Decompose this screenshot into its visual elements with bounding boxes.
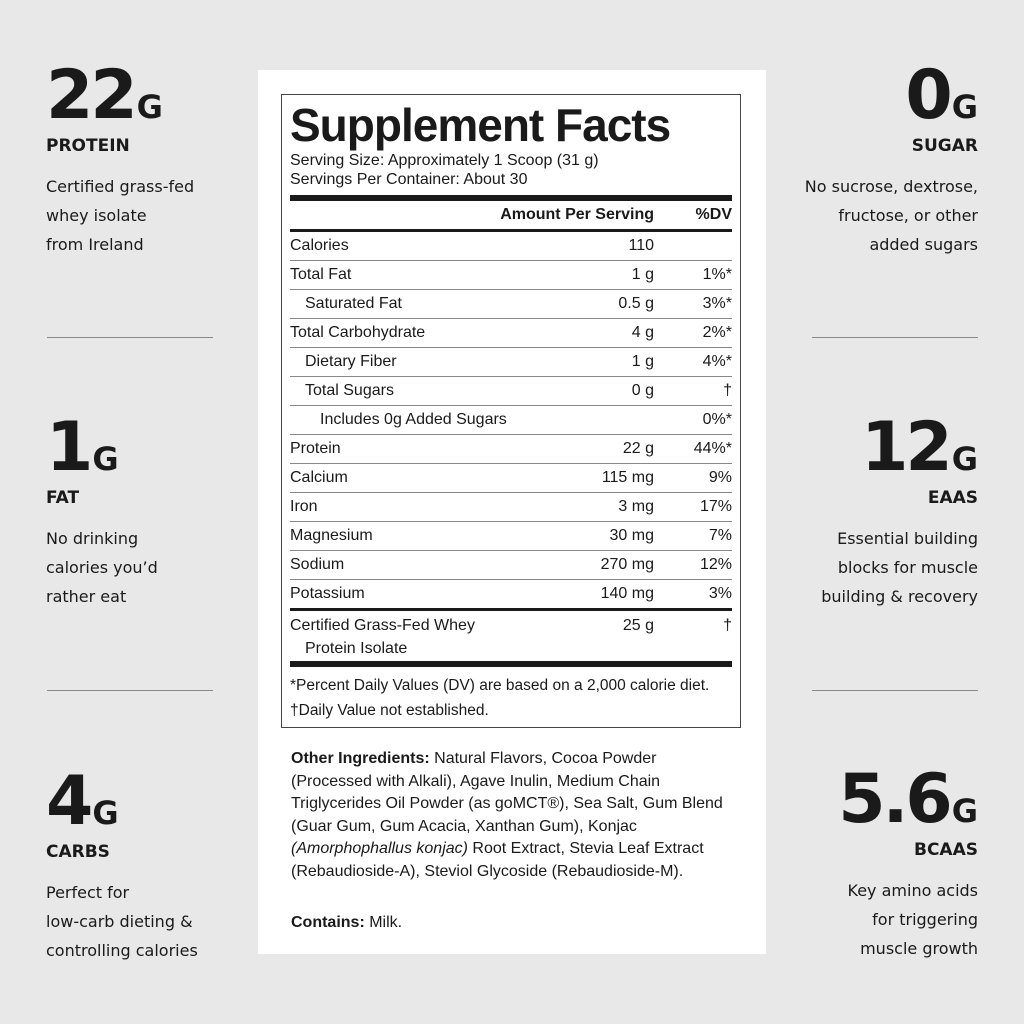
facts-row: Includes 0g Added Sugars 0%* xyxy=(290,405,732,434)
stat-description: Perfect for low-carb dieting & controlling calories xyxy=(46,883,198,960)
facts-row: Total Sugars 0 g † xyxy=(290,376,732,405)
facts-row: Calories 110 xyxy=(290,237,654,254)
header-amount: Amount Per Serving xyxy=(500,206,654,223)
allergen-contains: Contains: Milk. xyxy=(291,914,403,931)
facts-footnotes xyxy=(290,667,732,727)
other-ingredients: Other Ingredients: Natural Flavors, Cocoa Powder (Processed with Alkali), Agave Inulin, Medium Chain Triglycerides Oil Powder (as goMCT®), Sea Salt, Gum Blend (Guar Gum, Gum Acacia, Xanthan Gum), Konjac (Amorphophallus konjac) Root Extract, Stevia Leaf Extract (Rebaudioside-A), Steviol Glycoside (Rebaudioside-M). xyxy=(291,750,723,880)
facts-row: Magnesium 30 mg 7% xyxy=(290,521,732,550)
stat-protein xyxy=(46,56,246,259)
stat-value: 22G xyxy=(46,56,163,135)
stat-sugar xyxy=(758,56,978,259)
facts-row: Protein 22 g 44%* xyxy=(290,434,732,463)
header-dv: %DV xyxy=(695,206,732,223)
supplement-facts-box xyxy=(281,94,741,728)
stat-label: SUGAR xyxy=(911,136,978,156)
stat-label: PROTEIN xyxy=(46,136,130,156)
facts-row: Potassium 140 mg 3% xyxy=(290,579,732,608)
footnote-dagger: †Daily Value not established. xyxy=(290,702,489,719)
footnote-dv: *Percent Daily Values (DV) are based on a 2,000 calorie diet. xyxy=(290,677,710,694)
stat-label: BCAAS xyxy=(914,840,978,860)
stat-description: Key amino acids for triggering muscle growth xyxy=(847,881,978,958)
facts-row: Total Fat 1 g 1%* xyxy=(290,260,732,289)
facts-row: Total Carbohydrate 4 g 2%* xyxy=(290,318,732,347)
facts-row-whey: Certified Grass-Fed Whey Protein Isolate 25 g † xyxy=(290,617,732,657)
stat-description: No drinking calories you’d rather eat xyxy=(46,529,158,606)
stat-description: Certified grass-fed whey isolate from Ireland xyxy=(46,177,195,254)
stat-eaas xyxy=(778,408,978,611)
supplement-label-panel xyxy=(258,70,766,954)
facts-row: Iron 3 mg 17% xyxy=(290,492,732,521)
divider xyxy=(812,690,978,691)
facts-row: Dietary Fiber 1 g 4%* xyxy=(290,347,732,376)
divider xyxy=(47,337,213,338)
divider xyxy=(812,337,978,338)
facts-row: Sodium 270 mg 12% xyxy=(290,550,732,579)
stat-value: 0G xyxy=(905,56,978,135)
stat-fat xyxy=(46,408,246,611)
stat-description: Essential building blocks for muscle building & recovery xyxy=(821,529,978,606)
stat-description: No sucrose, dextrose, fructose, or other added sugars xyxy=(804,177,978,254)
serving-size: Serving Size: Approximately 1 Scoop (31 g) xyxy=(290,152,599,169)
stat-carbs xyxy=(46,762,246,965)
stat-label: CARBS xyxy=(46,842,110,862)
facts-row: Calcium 115 mg 9% xyxy=(290,463,732,492)
stat-value: 5.6G xyxy=(838,760,978,839)
facts-header-row xyxy=(290,201,732,229)
facts-row: Saturated Fat 0.5 g 3%* xyxy=(290,289,732,318)
stat-label: FAT xyxy=(46,488,80,508)
stat-value: 1G xyxy=(46,408,119,487)
divider xyxy=(47,690,213,691)
stat-value: 12G xyxy=(861,408,978,487)
servings-per-container: Servings Per Container: About 30 xyxy=(290,171,528,188)
stat-label: EAAS xyxy=(927,488,978,508)
facts-title: Supplement Facts xyxy=(290,99,671,151)
stat-value: 4G xyxy=(46,762,119,841)
stat-bcaas xyxy=(778,760,978,963)
